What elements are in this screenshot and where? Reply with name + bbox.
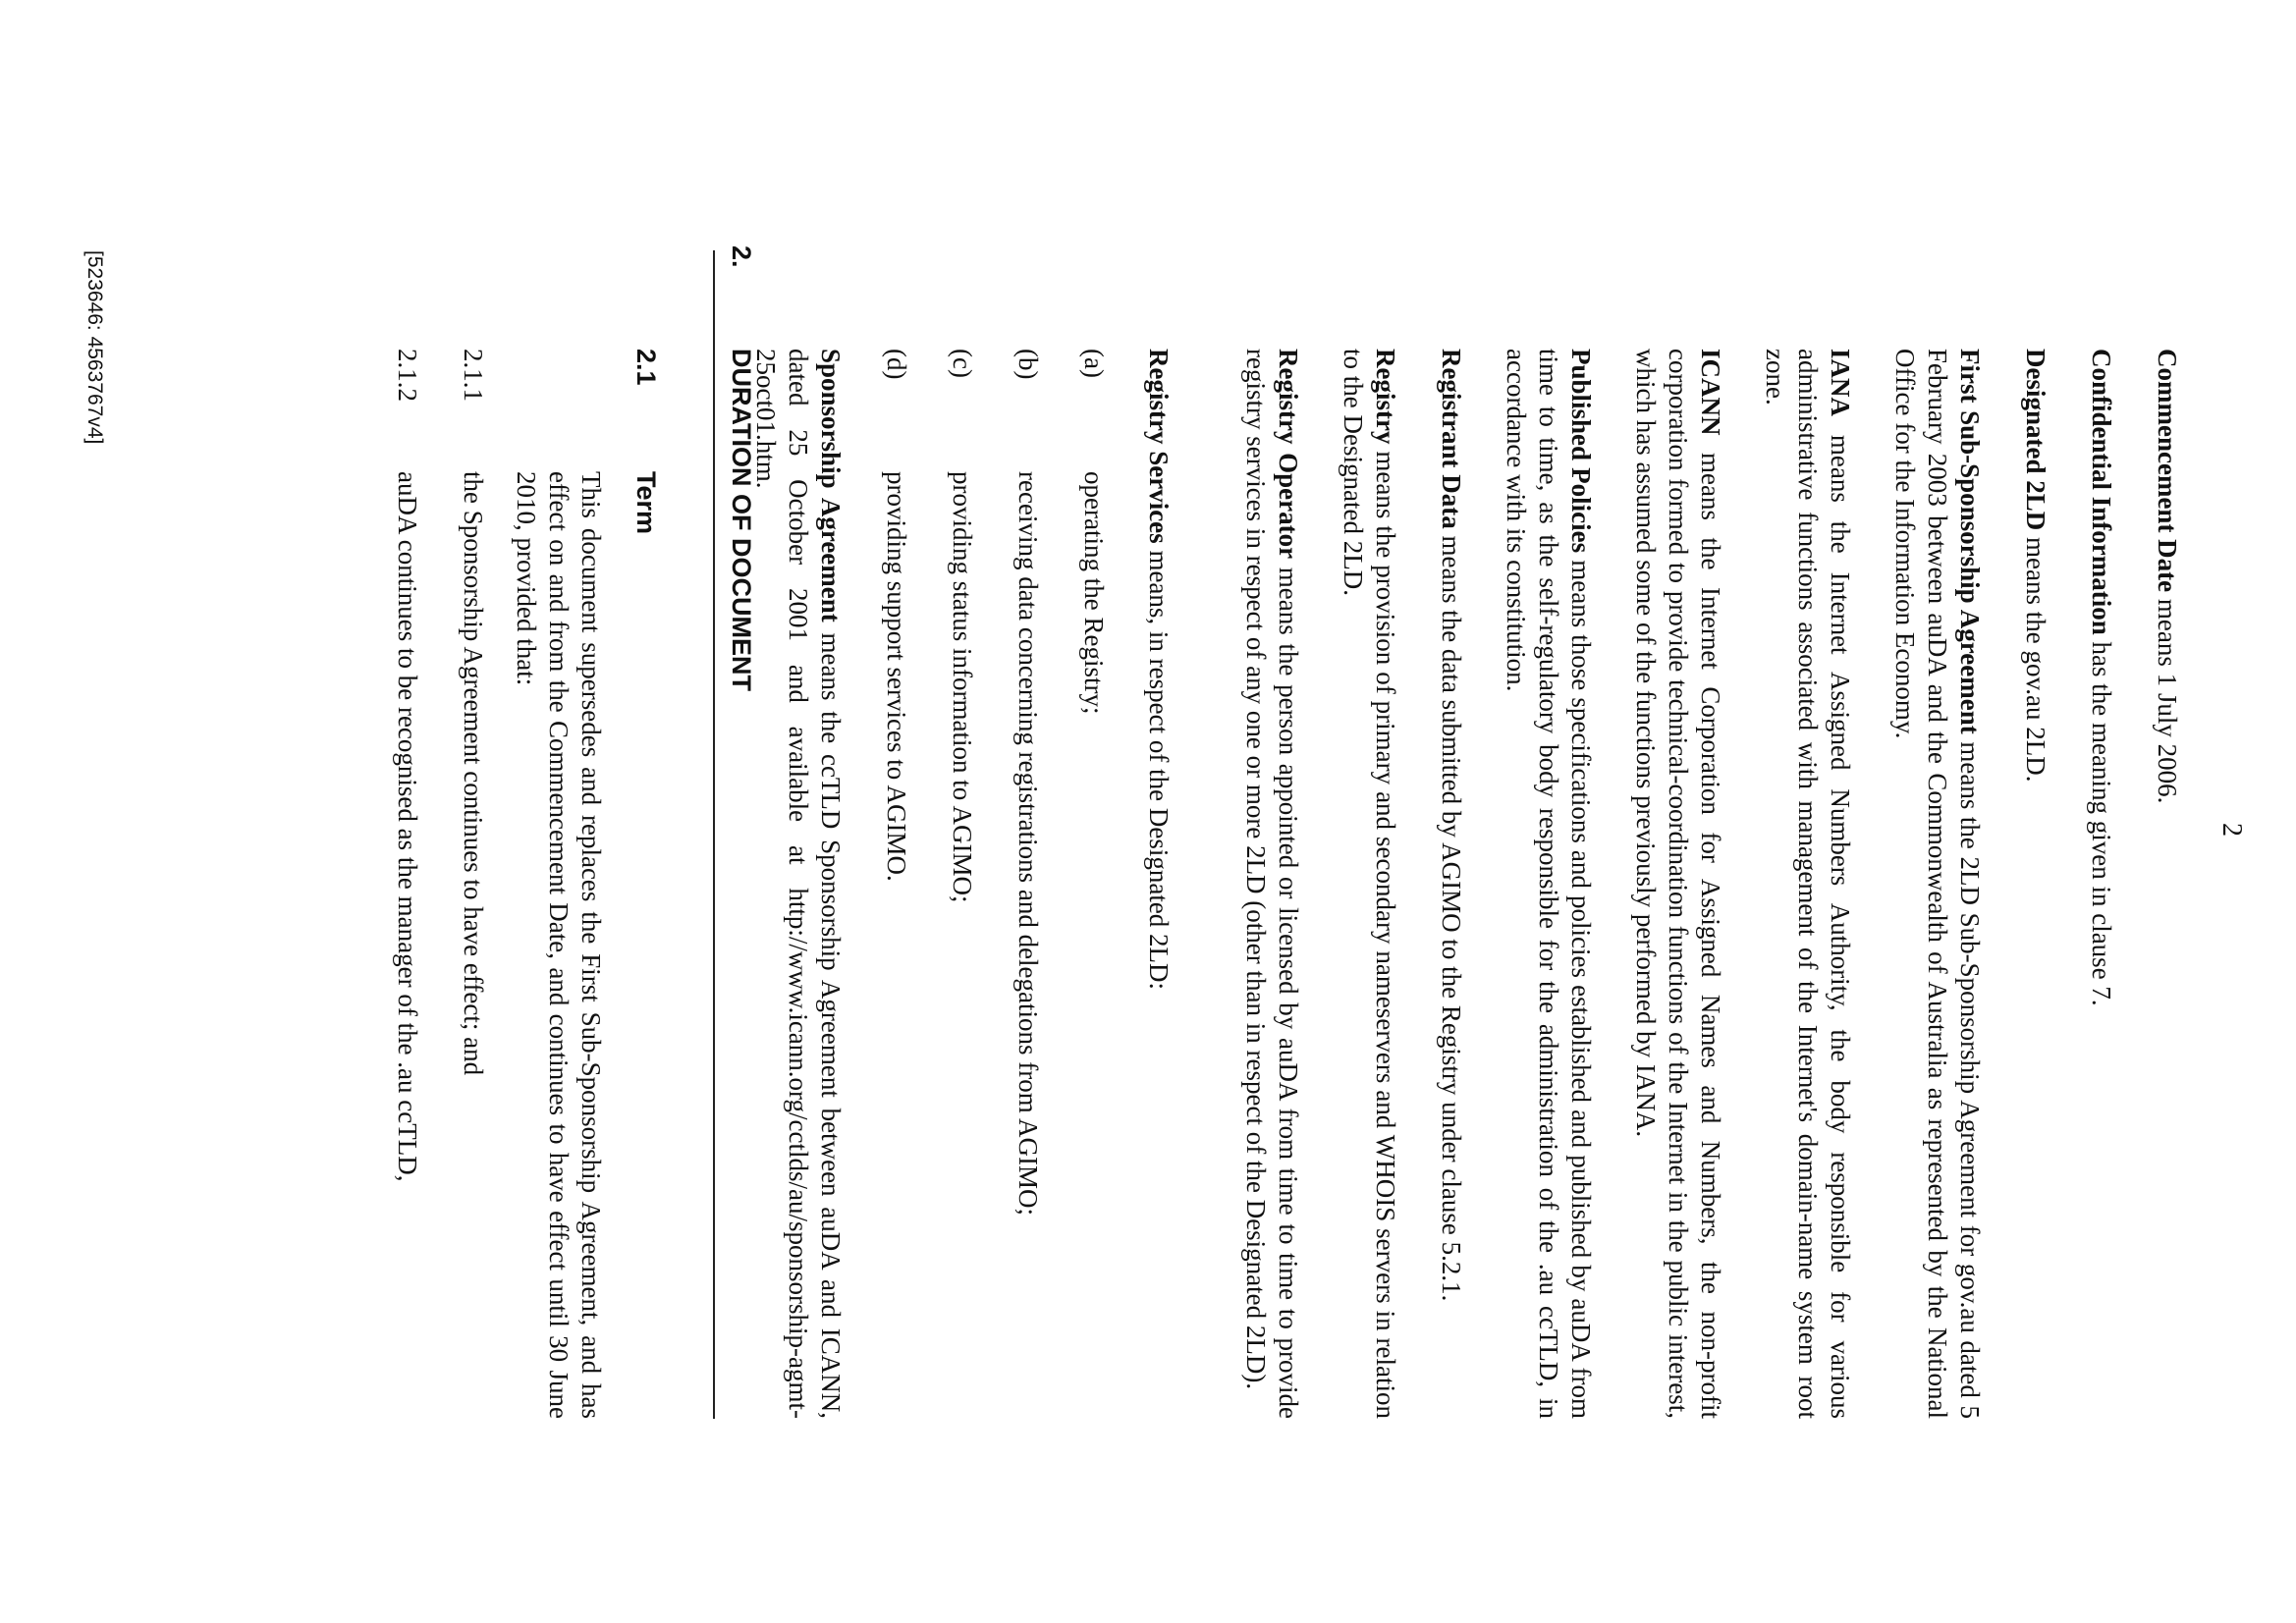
- definition-term: Registry Services: [1144, 349, 1174, 544]
- subclause-number: 2.1.2: [393, 349, 422, 402]
- list-item-text: providing support services to AGIMO.: [882, 471, 911, 882]
- definition-icann: [1629, 349, 1726, 1419]
- definition-term: First Sub-Sponsorship Agreement: [1955, 349, 1985, 734]
- list-item-label: (b): [1013, 349, 1043, 380]
- definition-confidential-information: [2085, 349, 2117, 1419]
- clause-title: Term: [631, 471, 661, 535]
- definition-term: Commencement Date: [2153, 349, 2182, 593]
- definition-text: means the 2LD Sub-Sponsorship Agreement for gov.au dated 5 February 2003 between auDA and the Commonwealth of Australia as represented by the National Office for the Information Economy.: [1890, 349, 1985, 1419]
- list-item-text: operating the Registry;: [1079, 471, 1109, 715]
- definition-text: means the Internet Corporation for Assigned Names and Numbers, the non-profit corporation formed to provide technical-coordination functions of the Internet in the public interest, which has assumed some of the functions previously performed by IANA.: [1631, 349, 1725, 1419]
- definition-term: Confidential Information: [2087, 349, 2116, 635]
- list-item-label: (c): [948, 349, 977, 378]
- definition-first-sub-sponsorship-agreement: [1888, 349, 1986, 1419]
- definition-registrant-data: [1435, 349, 1467, 1419]
- section-title: DURATION OF DOCUMENT: [727, 349, 756, 691]
- definition-designated-2ld: [2019, 349, 2051, 1419]
- page-number: 2: [2216, 823, 2247, 837]
- definition-text: means the gov.au 2LD.: [2021, 530, 2050, 783]
- definition-term: IANA: [1826, 349, 1855, 417]
- definition-commencement-date: [2151, 349, 2183, 1419]
- definition-term: ICANN: [1696, 349, 1725, 436]
- definition-term: Registrant Data: [1437, 349, 1466, 529]
- definition-text: has the meaning given in clause 7.: [2087, 634, 2116, 1006]
- list-item-text: receiving data concerning registrations and delegations from AGIMO;: [1013, 471, 1043, 1217]
- definition-text: means the data submitted by AGIMO to the Registry under clause 5.2.1.: [1437, 528, 1466, 1302]
- definition-iana: [1759, 349, 1856, 1419]
- definition-text: means the person appointed or licensed by auDA from time to time to provide registry services in respect of any one or more 2LD (other than in respect of the Designated 2LD).: [1241, 349, 1303, 1419]
- section-number: 2.: [727, 245, 756, 268]
- definition-term: Designated 2LD: [2021, 349, 2050, 531]
- definition-term: Registry Operator: [1274, 349, 1303, 560]
- clause-body: This document supersedes and replaces the First Sub-Sponsorship Agreement, and has effect on and from the Commencement Date, and continues to have effect until 30 June 2010, provided that:: [512, 471, 606, 1419]
- definition-registry-operator: [1239, 349, 1304, 1419]
- definition-published-policies: [1500, 349, 1597, 1419]
- list-item-label: (d): [882, 349, 911, 380]
- subclause-text: the Sponsorship Agreement continues to have effect; and: [459, 471, 488, 1076]
- definition-text: means 1 July 2006.: [2153, 592, 2182, 804]
- definition-text: means, in respect of the Designated 2LD:: [1144, 543, 1174, 991]
- clause-number: 2.1: [631, 349, 661, 386]
- definition-text: means the Internet Assigned Numbers Authority, the body responsible for various administrative functions associated with management of the Internet's domain-name system root zone.: [1761, 349, 1855, 1419]
- definition-text: means the ccTLD Sponsorship Agreement between auDA and ICANN, dated 25 October 2001 and available at http://www.icann.org/cctlds/au/sponsorship-agmt-25oct01.htm.: [751, 349, 846, 1419]
- definition-term: Registry: [1371, 349, 1400, 445]
- definition-registry: [1337, 349, 1401, 1419]
- definition-text: means the provision of primary and secondary nameservers and WHOIS servers in relation to the Designated 2LD.: [1339, 349, 1400, 1419]
- subclause-number: 2.1.1: [459, 349, 488, 402]
- subclause-text: auDA continues to be recognised as the manager of the .au ccTLD,: [393, 471, 422, 1182]
- definition-sponsorship-agreement: [749, 349, 847, 1419]
- list-item-label: (a): [1079, 349, 1109, 378]
- definition-term: Published Policies: [1566, 349, 1596, 554]
- section-rule: [713, 250, 715, 1419]
- definition-term: Sponsorship Agreement: [816, 349, 846, 622]
- document-reference: [523646: 4563767v4]: [83, 250, 106, 445]
- definition-text: means those specifications and policies established and published by auDA from time to time, as the self-regulatory body responsible for the administration of the .au ccTLD, in accordance with its constitution.: [1502, 349, 1596, 1419]
- definition-registry-services: [1142, 349, 1175, 1419]
- list-item-text: providing status information to AGIMO;: [948, 471, 977, 903]
